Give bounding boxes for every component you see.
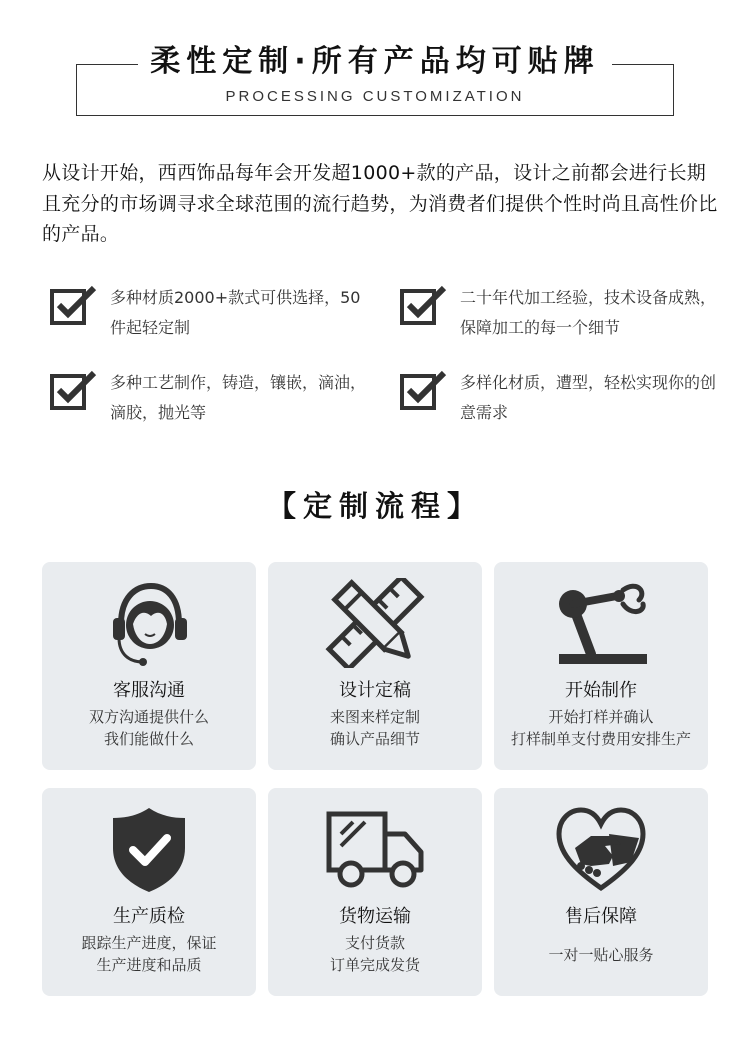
process-step-card bbox=[494, 562, 708, 770]
step-desc-line: 订单完成发货 bbox=[329, 956, 420, 974]
step-desc bbox=[268, 706, 482, 750]
feature-text: 多种材质2000+款式可供选择，50件起轻定制 bbox=[110, 288, 361, 337]
delivery-truck-icon bbox=[325, 804, 425, 894]
checkbox-check-icon bbox=[50, 283, 98, 327]
feature-item bbox=[400, 368, 720, 432]
checkbox-check-icon bbox=[400, 283, 448, 327]
process-step-card bbox=[42, 788, 256, 996]
heart-handshake-icon bbox=[551, 804, 651, 894]
header-line-left bbox=[76, 64, 138, 65]
process-step-card bbox=[268, 562, 482, 770]
shield-check-icon bbox=[99, 804, 199, 894]
process-title: 【定制流程】 bbox=[266, 489, 483, 523]
step-title: 设计定稿 bbox=[339, 680, 411, 701]
process-step-card bbox=[268, 788, 482, 996]
process-step-card bbox=[494, 788, 708, 996]
step-desc-line: 开始打样并确认 bbox=[548, 708, 654, 726]
feature-item bbox=[400, 283, 720, 347]
step-desc-line: 确认产品细节 bbox=[329, 730, 420, 748]
step-desc-line: 打样制单支付费用安排生产 bbox=[510, 730, 691, 748]
step-title: 售后保障 bbox=[565, 906, 637, 927]
process-step-card bbox=[42, 562, 256, 770]
step-desc bbox=[42, 932, 256, 976]
feature-item bbox=[50, 368, 370, 432]
feature-text: 多样化材质，遭型，轻松实现你的创意需求 bbox=[460, 373, 717, 422]
step-title: 货物运输 bbox=[339, 906, 411, 927]
feature-text: 多种工艺制作，铸造，镶嵌，滴油，滴胶，抛光等 bbox=[110, 373, 367, 422]
step-desc bbox=[268, 932, 482, 976]
step-desc bbox=[42, 706, 256, 750]
robot-arm-icon bbox=[551, 578, 651, 668]
step-desc-line: 一对一贴心服务 bbox=[548, 946, 654, 964]
step-desc-line: 我们能做什么 bbox=[103, 730, 194, 748]
step-desc bbox=[494, 706, 708, 750]
checkbox-check-icon bbox=[400, 368, 448, 412]
pencil-ruler-icon bbox=[325, 578, 425, 668]
checkbox-check-icon bbox=[50, 368, 98, 412]
header-line-right bbox=[612, 64, 674, 65]
step-title: 客服沟通 bbox=[113, 680, 185, 701]
step-desc-line: 支付货款 bbox=[344, 934, 405, 952]
step-desc-line: 跟踪生产进度，保证 bbox=[81, 934, 217, 952]
headset-agent-icon bbox=[99, 578, 199, 668]
intro-paragraph: 从设计开始，西西饰品每年会开发超1000+款的产品，设计之前都会进行长期且充分的市场调寻求全球范围的流行趋势，为消费者们提供个性时尚且高性价比的产品。 bbox=[42, 162, 718, 245]
step-desc bbox=[494, 944, 708, 966]
feature-item bbox=[50, 283, 370, 347]
page-subtitle: PROCESSING CUSTOMIZATION bbox=[225, 88, 525, 105]
feature-text: 二十年代加工经验，技术设备成熟，保障加工的每一个细节 bbox=[460, 288, 717, 337]
step-desc-line: 来图来样定制 bbox=[329, 708, 420, 726]
step-desc-line: 双方沟通提供什么 bbox=[88, 708, 209, 726]
step-desc-line: 生产进度和品质 bbox=[96, 956, 202, 974]
step-title: 开始制作 bbox=[565, 680, 637, 701]
page-title: 柔性定制·所有产品均可贴牌 bbox=[150, 44, 600, 79]
step-title: 生产质检 bbox=[113, 906, 185, 927]
